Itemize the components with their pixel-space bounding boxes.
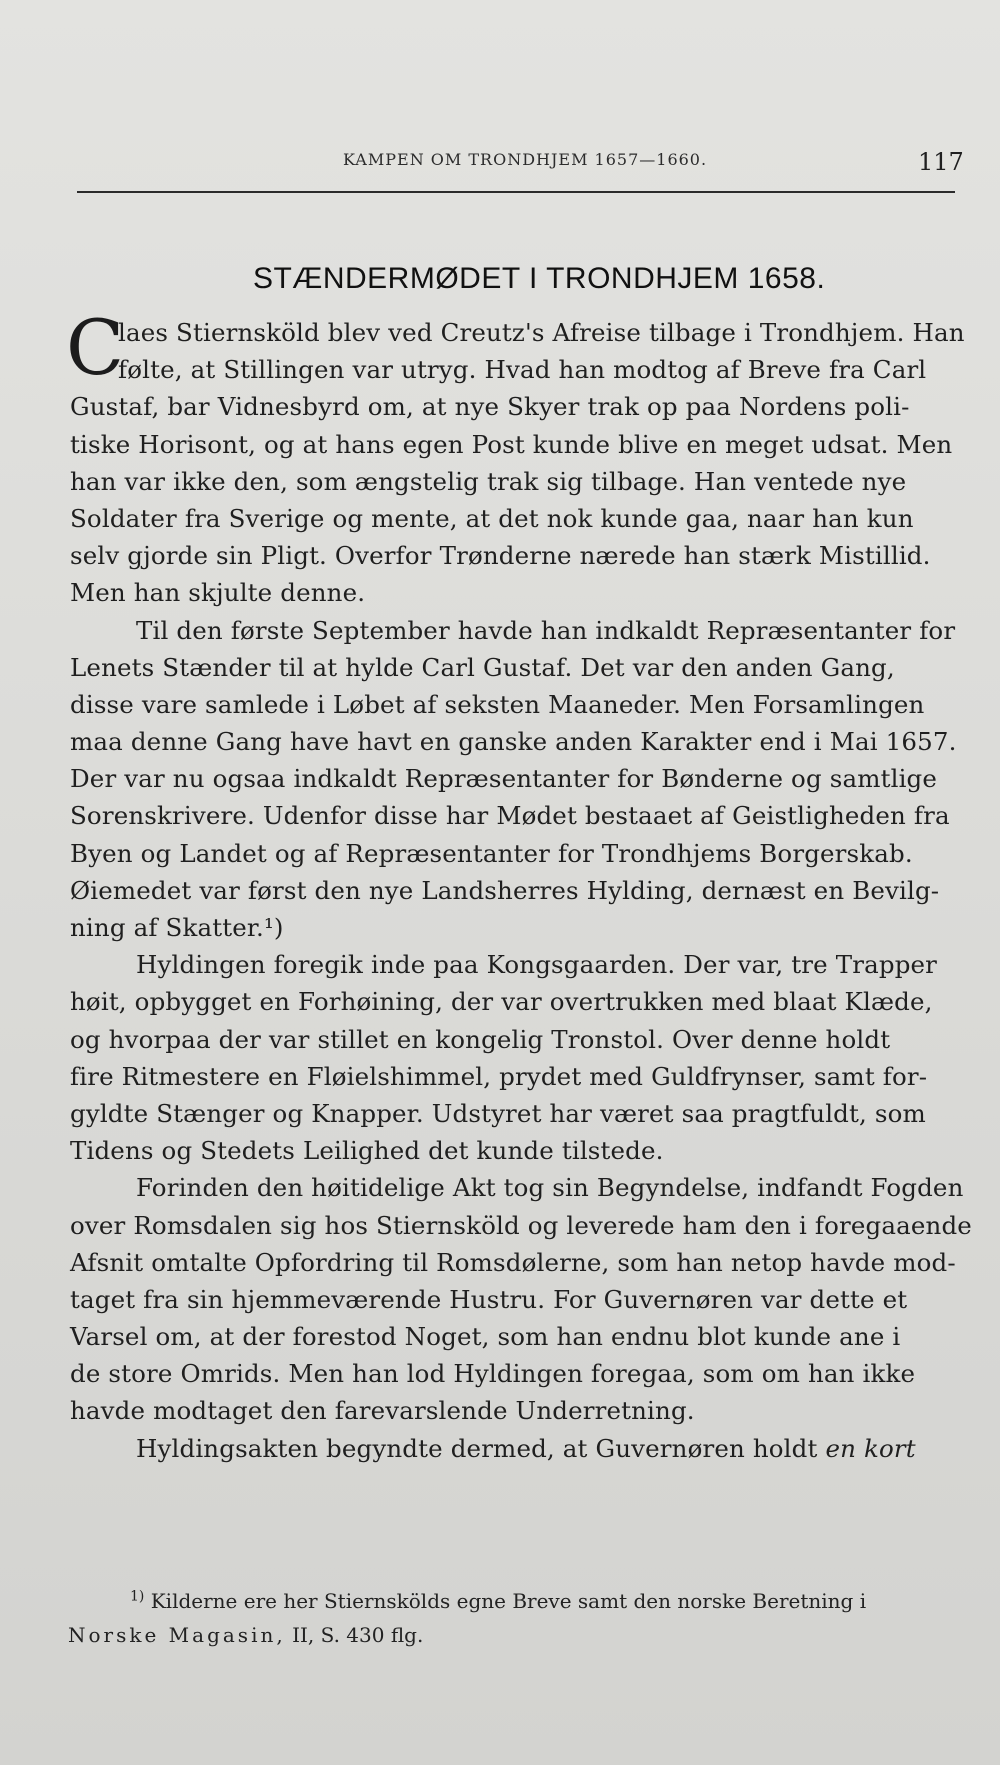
text-line: Varsel om, at der forestod Noget, som han endnu blot kunde ane i — [70, 1322, 901, 1352]
text-line: Der var nu ogsaa indkaldt Repræsentanter for Bønderne og samtlige — [70, 764, 938, 794]
footnote-line — [68, 1618, 866, 1652]
text-line: Gustaf, bar Vidnesbyrd om, at nye Skyer trak op paa Nordens poli- — [70, 392, 910, 422]
text-line: Tidens og Stedets Leilighed det kunde tilstede. — [70, 1136, 664, 1166]
text-line: over Romsdalen sig hos Stiernsköld og leverede ham den i foregaaende — [70, 1210, 972, 1240]
text-line: de store Omrids. Men han lod Hyldingen foregaa, som om han ikke — [70, 1359, 916, 1389]
running-head: KAMPEN OM TRONDHJEM 1657—1660. — [343, 150, 708, 169]
text-line: laes Stiernsköld blev ved Creutz's Afreise tilbage i Trondhjem. Han — [118, 318, 965, 347]
section-title: STÆNDERMØDET I TRONDHJEM 1658. — [253, 262, 826, 295]
text-line: havde modtaget den farevarslende Underretning. — [70, 1396, 695, 1426]
text-line: Byen og Landet og af Repræsentanter for Trondhjems Borgerskab. — [70, 838, 913, 868]
drop-cap: C — [66, 303, 125, 392]
text-line: Afsnit omtalte Opfordring til Romsdølerne, som han netop havde mod- — [70, 1247, 956, 1277]
text-line: disse vare samlede i Løbet af seksten Maaneder. Men Forsamlingen — [70, 689, 925, 719]
text-line: følte, at Stillingen var utryg. Hvad han modtog af Breve fra Carl — [118, 355, 927, 385]
text-line: Men han skjulte denne. — [70, 578, 366, 608]
text-line: og hvorpaa der var stillet en kongelig Tronstol. Over denne holdt — [70, 1024, 891, 1054]
text-line: Forinden den høitidelige Akt tog sin Begyndelse, indfandt Fogden — [136, 1173, 964, 1203]
text-line — [70, 1430, 960, 1467]
text-line: Lenets Stænder til at hylde Carl Gustaf. Det var den anden Gang, — [70, 652, 895, 682]
text-line: maa denne Gang have havt en ganske anden Karakter end i Mai 1657. — [70, 727, 957, 757]
text-line: ning af Skatter.¹) — [70, 913, 284, 942]
text-line: tiske Horisont, og at hans egen Post kunde blive en meget udsat. Men — [70, 429, 953, 459]
text-line: Soldater fra Sverige og mente, at det nok kunde gaa, naar han kun — [70, 503, 914, 533]
text-line: han var ikke den, som ængstelig trak sig tilbage. Han ventede nye — [70, 466, 907, 496]
footnote — [68, 1584, 866, 1652]
text-line-italic: en kort — [825, 1433, 916, 1463]
text-line: taget fra sin hjemmeværende Hustru. For Guvernøren var dette et — [70, 1284, 908, 1314]
footnote-text: Kilderne ere her Stiernskölds egne Breve samt den norske Beretning i — [150, 1589, 867, 1613]
text-line: Hyldingen foregik inde paa Kongsgaarden. Der var, tre Trapper — [136, 950, 938, 980]
text-line: gyldte Stænger og Knapper. Udstyret har været saa pragtfuldt, som — [70, 1098, 926, 1128]
footnote-reference: II, S. 430 flg. — [292, 1623, 424, 1647]
text-line: Til den første September havde han indkaldt Repræsentanter for — [136, 615, 956, 645]
footnote-marker: 1) — [130, 1588, 145, 1605]
footnote-line — [68, 1584, 866, 1618]
body-text — [70, 314, 972, 1467]
header-rule — [77, 191, 955, 193]
text-line: Øiemedet var først den nye Landsherres Hylding, dernæst en Bevilg- — [70, 875, 940, 905]
text-line: fire Ritmestere en Fløielshimmel, prydet med Guldfrynser, samt for- — [70, 1061, 928, 1091]
text-line: selv gjorde sin Pligt. Overfor Trønderne nærede han stærk Mistillid. — [70, 541, 931, 571]
page-number: 117 — [918, 148, 964, 176]
text-line: Sorenskrivere. Udenfor disse har Mødet bestaaet af Geistligheden fra — [70, 801, 950, 831]
text-line: høit, opbygget en Forhøining, der var overtrukken med blaat Klæde, — [70, 987, 933, 1017]
text-line-start: Hyldingsakten begyndte dermed, at Guvernøren holdt — [136, 1433, 818, 1463]
footnote-journal: Norske Magasin, — [68, 1623, 286, 1647]
